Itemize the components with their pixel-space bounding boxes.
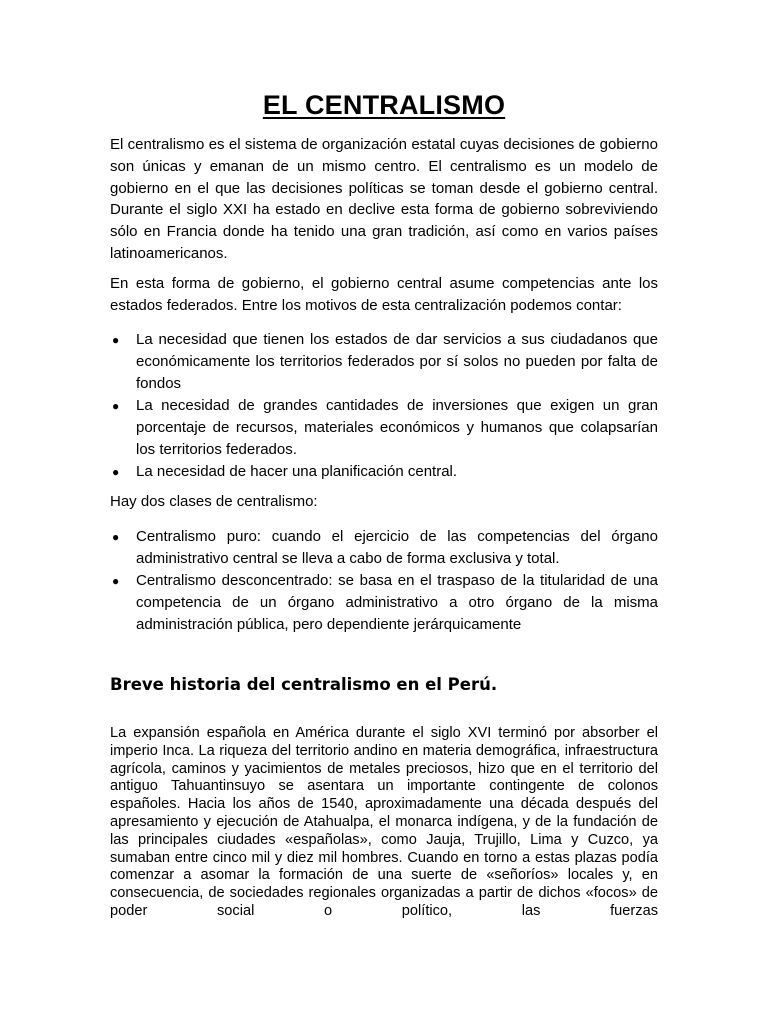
bullet-icon: ● — [112, 574, 120, 589]
bullet-icon: ● — [112, 530, 120, 545]
bullet-icon: ● — [112, 465, 120, 480]
list-item: ● La necesidad que tienen los estados de dar servicios a sus ciudadanos que económicamente los territorios federados por sí solos no pueden por falta de fondos — [112, 331, 658, 393]
bullet-icon: ● — [112, 399, 120, 414]
list-item: ● Centralismo desconcentrado: se basa en el traspaso de la titularidad de una competencia de un órgano administrativo a otro órgano de la misma administración pública, pero dependiente jerárquicamente — [112, 572, 658, 634]
paragraph-definition: El centralismo es el sistema de organización estatal cuyas decisiones de gobierno son únicas y emanan de un mismo centro. El centralismo es un modelo de gobierno en el que las decisiones políticas se toman desde el gobierno central. Durante el siglo XXI ha estado en declive esta forma de gobierno sobreviviendo sólo en Francia donde ha tenido una gran tradición, así como en varios países latinoamericanos. — [110, 136, 658, 262]
paragraph-history: La expansión española en América durante el siglo XVI terminó por absorber el imperio Inca. La riqueza del territorio andino en materia demográfica, infraestructura agrícola, caminos y yacimientos de metales preciosos, hizo que en el territorio del antiguo Tahuantinsuyo se asentara un importante contingente de colonos españoles. Hacia los años de 1540, aproximadamente una década después del apresamiento y ejecución de Atahualpa, el monarca indígena, y de la fundación de las principales ciudades «españolas», como Jauja, Trujillo, Lima y Cuzco, ya sumaban entre cinco mil y diez mil hombres. Cuando en torno a estas plazas podía comenzar a asomar la formación de una suerte de «señoríos» locales y, en consecuencia, de sociedades regionales organizadas a partir de dichos «focos» de poder social o político, las fuerzas — [110, 725, 658, 919]
bullet-icon: ● — [112, 333, 120, 348]
list-item: ● La necesidad de grandes cantidades de inversiones que exigen un gran porcentaje de recursos, materiales económicos y humanos que colapsarían los territorios federados. — [112, 397, 658, 459]
list-item: ● La necesidad de hacer una planificación central. — [110, 461, 658, 483]
classes-list — [110, 526, 658, 636]
motives-list — [110, 329, 658, 483]
paragraph-motives-intro: En esta forma de gobierno, el gobierno central asume competencias ante los estados federados. Entre los motivos de esta centralización podemos contar: — [110, 274, 658, 314]
section-heading: Breve historia del centralismo en el Perú. — [110, 675, 498, 694]
list-item: ● Centralismo puro: cuando el ejercicio de las competencias del órgano administrativo central se lleva a cabo de forma exclusiva y total. — [112, 528, 658, 568]
document-title: EL CENTRALISMO — [262, 90, 506, 120]
intro-section — [110, 134, 658, 636]
paragraph-classes-intro: Hay dos clases de centralismo: — [110, 493, 318, 511]
